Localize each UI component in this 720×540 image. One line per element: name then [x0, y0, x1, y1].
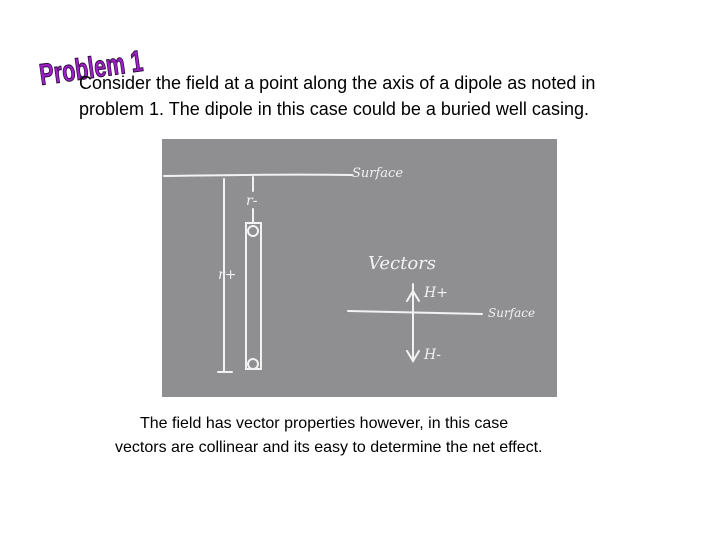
chalkboard-sketch — [162, 139, 557, 397]
h-minus-label: H- — [424, 347, 441, 363]
positive-pole — [248, 359, 258, 369]
surface-label-right: Surface — [488, 306, 536, 320]
surface-label: Surface — [352, 166, 404, 181]
negative-pole — [248, 226, 258, 236]
caption-text — [90, 412, 630, 460]
intro-line-2: problem 1. The dipole in this case could be a buried well casing. — [79, 99, 589, 119]
h-plus-label: H+ — [424, 285, 448, 301]
caption-line-2: vectors are collinear and its easy to determine the net effect. — [115, 439, 543, 456]
r-minus-label: r- — [246, 193, 258, 209]
intro-line-1: Consider the field at a point along the axis of a dipole as noted in — [79, 73, 596, 93]
sketch-graphic — [162, 139, 557, 397]
surface-line-right — [348, 311, 482, 314]
r-plus-label: r+ — [218, 267, 237, 283]
caption-line-1: The field has vector properties however, in this case — [140, 415, 509, 432]
vectors-label: Vectors — [368, 253, 436, 274]
well-casing — [246, 223, 261, 369]
surface-line — [164, 175, 352, 176]
intro-text — [79, 70, 699, 122]
title-text: Problem 1 — [37, 39, 186, 92]
